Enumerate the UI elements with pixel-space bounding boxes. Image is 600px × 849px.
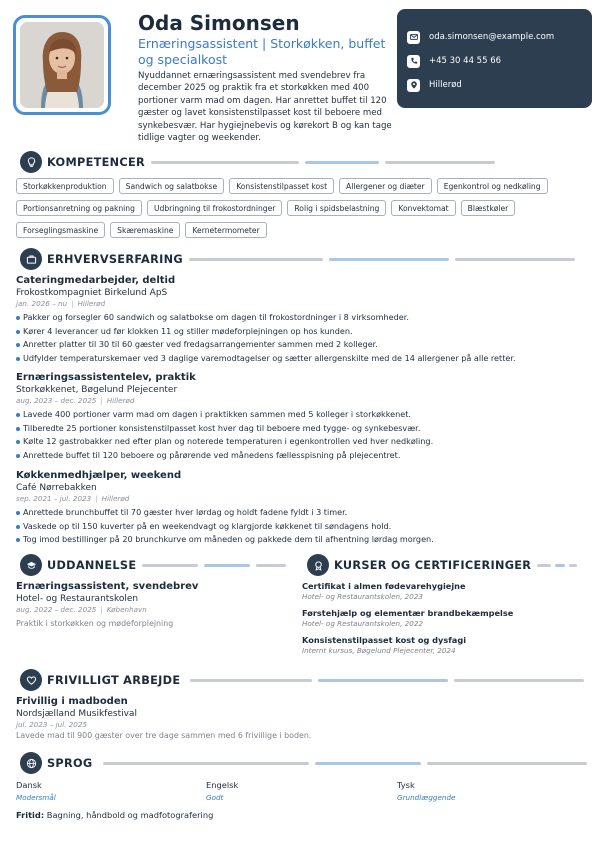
language-entry [397,780,455,804]
section-experience-title: ERHVERVSERFARING [47,252,183,266]
job-title: Køkkenmedhjælper, weekend [16,470,182,481]
job-bullet: Anretter platter til 30 til 60 gæster ved fredagsarrangementer sammen med 2 kolleger. [16,338,591,352]
job-bullets [16,408,591,462]
section-rule [142,564,198,567]
contact-phone[interactable] [407,49,582,73]
section-skills-heading [20,151,495,173]
section-languages-title: SPROG [47,756,93,770]
skill-chip: Konvektomat [391,200,455,216]
volunteer-period: jul. 2023 – jul. 2025 [16,720,87,729]
skill-chip: Allergener og diæter [339,178,432,194]
education-title: Ernæringsassistent, svendebrev [16,581,199,592]
location-pin-icon [407,79,420,92]
course-entry [302,608,592,629]
section-education-title: UDDANNELSE [47,558,137,572]
section-education-heading [20,554,286,576]
job-bullet: Kølte 12 gastrobakker ned efter plan og noterede temperaturen i egenkontrollen ved hver nedkøling. [16,435,591,449]
profile-photo [20,22,104,108]
job-place: Hillerød [106,396,135,405]
job-employer: Storkøkkenet, Bøgelund Plejecenter [16,385,178,395]
job-bullet: Anrettede brunchbuffet til 70 gæster hver lørdag og holdt fadene fyldt i 3 timer. [16,506,591,520]
education-note: Praktik i storkøkken og mødeforplejning [16,619,174,628]
section-rule [103,762,309,765]
education-meta: aug. 2022 – dec. 2025 | København [16,605,147,614]
job-bullet: Kører 4 leverancer ud før klokken 11 og stiller mødeforplejningen op hos kunden. [16,325,591,339]
job-title: Ernæringsassistentelev, praktik [16,372,196,383]
skill-chip: Kernetermometer [185,222,266,238]
section-rule-accent [305,161,379,164]
job-place: Hillerød [101,494,130,503]
language-level: Godt [206,793,224,802]
section-courses-heading [307,554,577,576]
job-bullet: Vaskede op til 150 kuverter på en weekendvagt og klargjorde køkkenet til søndagens hold. [16,520,591,534]
section-rule [537,564,551,567]
language-entry [16,780,56,804]
job-period: sep. 2021 – jul. 2023 [16,494,92,503]
skills-list [16,178,586,238]
education-period: aug. 2022 – dec. 2025 [16,605,97,614]
job-bullet: Udfylder temperaturskemaer ved 3 daglige varemodtagelser og sætter allergenskilte med de 14 allergener på alle retter. [16,352,591,366]
section-experience-heading [20,248,575,270]
section-rule [454,679,584,682]
heart-hands-icon [20,669,42,691]
section-rule-accent [318,679,448,682]
globe-icon [20,752,42,774]
skill-chip: Forseglingsmaskine [16,222,105,238]
profile-photo-frame [13,15,111,115]
job-meta: sep. 2021 – jul. 2023 | Hillerød [16,494,130,503]
section-rule [151,161,299,164]
skill-chip: Blæstkøler [461,200,516,216]
contact-city [407,73,582,97]
skill-chip: Sandwich og salatbokse [119,178,225,194]
section-volunteer-title: FRIVILLIGT ARBEJDE [47,673,181,687]
section-rule [190,679,312,682]
graduation-cap-icon [20,554,42,576]
section-rule [455,258,575,261]
courses-list [302,581,592,656]
course-provider: Hotel- og Restaurantskolen, 2023 [302,592,423,601]
job-bullets [16,311,591,365]
section-volunteer-heading [20,669,584,691]
course-title: Konsistenstilpasset kost og dysfagi [302,635,467,645]
contact-phone-text: +45 30 44 55 66 [429,56,502,66]
person-name: Oda Simonsen [138,11,300,35]
course-title: Certifikat i almen fødevarehygiejne [302,581,466,591]
job-employer: Frokostkompagniet Birkelund ApS [16,288,168,298]
education-place: København [106,605,147,614]
person-summary: Nyuddannet ernæringsassistent med svendebrev fra december 2025 og praktik fra et storkøkken med 400 portioner varm mad om dagen. Har anrettet buffet til 120 gæster og lavet konsistenstilpasset kost til beboere med synkebesvær. Har hygiejnebevis og kørekort B og kan tage tidlige vagter og weekender. [138,71,392,144]
contact-email-text: oda.simonsen@example.com [429,32,555,42]
section-languages-heading [20,752,587,774]
contact-box [397,9,592,108]
skill-chip: Udbringning til frokostordninger [147,200,282,216]
education-school: Hotel- og Restaurantskolen [16,594,139,604]
email-icon [407,31,420,44]
section-rule-accent [204,564,250,567]
language-name: Tysk [397,780,415,790]
language-entry [206,780,238,804]
language-level: Modersmål [16,793,56,802]
job-employer: Café Nørrebakken [16,483,97,493]
section-rule [569,564,577,567]
course-provider: Internt kursus, Bøgelund Plejecenter, 2024 [302,646,456,655]
language-level: Grundlæggende [397,793,456,802]
contact-email[interactable] [407,25,582,49]
section-rule [256,564,286,567]
course-entry [302,635,592,656]
lightbulb-icon [20,151,42,173]
job-period: jan. 2026 – nu [16,299,68,308]
job-meta: jan. 2026 – nu | Hillerød [16,299,106,308]
section-rule-accent [329,258,449,261]
course-provider: Hotel- og Restaurantskolen, 2022 [302,619,423,628]
skill-chip: Egenkontrol og nedkøling [437,178,548,194]
job-entry [16,371,591,462]
job-bullet: Lavede 400 portioner varm mad om dagen i praktikken sammen med 5 kolleger i storkøkkenet. [16,408,591,422]
language-name: Engelsk [206,780,239,790]
phone-icon [407,55,420,68]
job-bullet: Tilberedte 25 portioner konsistenstilpasset kost hver dag til beboere med tygge- og synkebesvær. [16,422,591,436]
certificate-icon [307,554,329,576]
job-entry [16,274,591,365]
section-rule-accent [555,564,565,567]
skill-chip: Skæremaskine [110,222,180,238]
job-meta: aug. 2023 – dec. 2025 | Hillerød [16,396,135,405]
skill-chip: Konsistenstilpasset kost [229,178,334,194]
person-headline: Ernæringsassistent | Storkøkken, buffet og specialkost [138,36,386,67]
section-rule [189,258,323,261]
volunteer-title: Frivillig i madboden [16,696,128,707]
job-bullets [16,506,591,547]
section-rule-accent [315,762,421,765]
course-title: Førstehjælp og elementær brandbekæmpelse [302,608,514,618]
free-time-text: Bagning, håndbold og madfotografering [46,810,214,820]
section-rule [427,762,587,765]
section-courses-title: KURSER OG CERTIFICERINGER [334,558,532,572]
free-time-label: Fritid: [16,810,45,820]
section-rule [385,161,495,164]
section-skills-title: KOMPETENCER [47,155,145,169]
volunteer-note: Lavede mad til 900 gæster over tre dage sammen med 6 frivillige i boden. [16,731,312,740]
skill-chip: Rolig i spidsbelastning [287,200,386,216]
job-bullet: Anrettede buffet til 120 beboere og pårørende ved månedens fællesspisning på plejecentret. [16,449,591,463]
job-title: Cateringmedarbejder, deltid [16,275,176,286]
volunteer-org: Nordsjælland Musikfestival [16,709,137,719]
briefcase-icon [20,248,42,270]
free-time [16,810,213,820]
skill-chip: Portionsanretning og pakning [16,200,142,216]
skill-chip: Storkøkkenproduktion [16,178,114,194]
job-period: aug. 2023 – dec. 2025 [16,396,97,405]
language-name: Dansk [16,780,42,790]
job-entry [16,469,591,547]
course-entry [302,581,592,602]
volunteer-entry [16,695,591,741]
job-bullet: Tog imod bestillinger på 20 brunchkurve om måneden og pakkede dem til afhentning lørdag morgen. [16,533,591,547]
education-entry [16,580,286,629]
contact-city-text: Hillerød [429,80,462,90]
job-bullet: Pakker og forsegler 60 sandwich og salatbokse om dagen til frokostordninger i 8 virksomheder. [16,311,591,325]
job-place: Hillerød [77,299,106,308]
